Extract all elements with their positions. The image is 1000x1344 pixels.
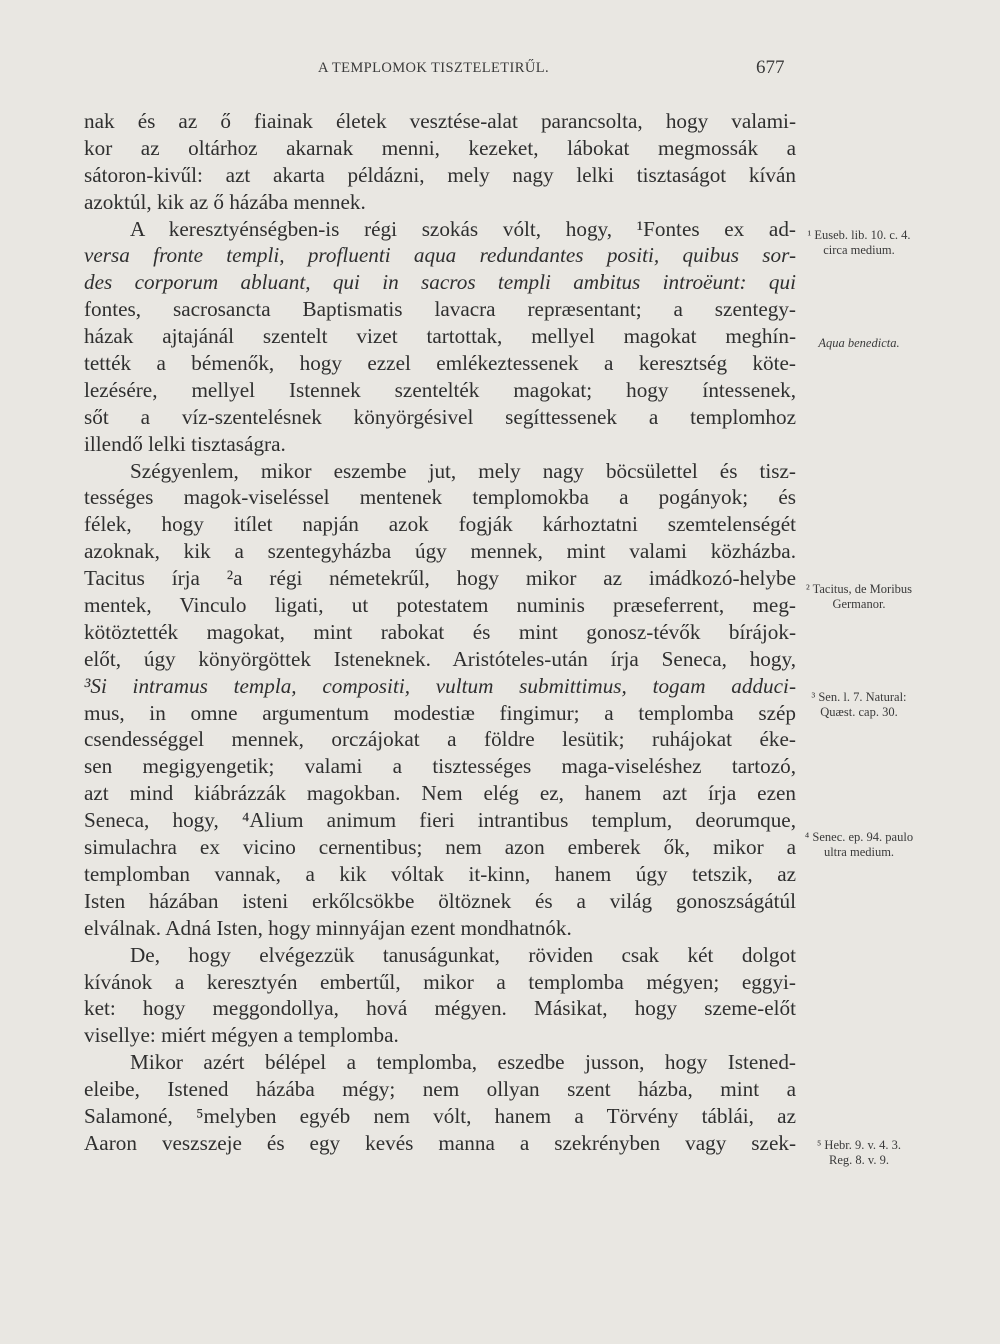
text-line: azoktúl, kik az ő házába mennek. [84, 189, 366, 214]
text-line: kívánok a keresztyén embertűl, mikor a templomba mégyen; eggyi- [84, 969, 796, 994]
text-line: Szégyenlem, mikor eszembe jut, mely nagy böcsülettel és tisz- [130, 458, 796, 483]
text-line: fontes, sacrosancta Baptismatis lavacra repræsentant; a szentegy- [84, 297, 796, 322]
margin-note-1: ¹ Euseb. lib. 10. c. 4. circa medium. [807, 228, 911, 257]
text-line: Mikor azért bélépel a templomba, eszedbe jusson, hogy Istened- [130, 1050, 796, 1075]
text-line: mus, in omne argumentum modestiæ fingimur; a templomba szép [84, 700, 796, 725]
text-line: visellye: miért mégyen a templomba. [84, 1023, 399, 1048]
text-line: simulachra ex vicino cernentibus; nem azon emberek ők, mikor a [84, 835, 796, 860]
text-line: templomban vannak, a kik vóltak it-kinn, hanem úgy tetszik, az [84, 861, 796, 886]
margin-note-4: ⁴ Senec. ep. 94. paulo ultra medium. [804, 830, 914, 859]
text-line: illendő lelki tisztaságra. [84, 431, 286, 456]
page-number: 677 [756, 57, 785, 78]
text-line: kötöztették magokat, mint rabokat és mint gonosz-tévők bírájok- [84, 619, 796, 644]
text-line: Tacitus írja ²a régi németekrűl, hogy mikor az imádkozó-helybe [84, 566, 796, 591]
margin-note-3: ³ Sen. l. 7. Natural: Quæst. cap. 30. [811, 690, 907, 719]
text-line: De, hogy elvégezzük tanuságunkat, röviden csak két dolgot [130, 942, 796, 967]
body-text [84, 108, 796, 1157]
text-line: félek, hogy itílet napján azok fogják kárhoztatni szemtelenségét [84, 512, 796, 537]
text-line: Salamoné, ⁵melyben egyéb nem vólt, hanem a Törvény táblái, az [84, 1103, 796, 1128]
text-line: házak ajtajánál szentelt vizet tartottak, mellyel magokat meghín- [84, 324, 796, 349]
text-line: előt, úgy könyörgöttek Isteneknek. Aristóteles-után írja Seneca, hogy, [84, 646, 796, 671]
margin-note-2: ² Tacitus, de Moribus Germanor. [805, 582, 913, 611]
text-line: A keresztyénségben-is régi szokás vólt, hogy, ¹Fontes ex ad- [130, 216, 796, 241]
text-line: Isten házában isteni erkőlcsökbe öltöznek és a világ gonoszságátúl [84, 888, 796, 913]
text-line: mentek, Vinculo ligati, ut potestatem numinis præseferrent, meg- [84, 593, 796, 618]
text-line: Seneca, hogy, ⁴Alium animum fieri intrantibus templum, deorumque, [84, 808, 796, 833]
text-line: tességes magok-viseléssel mentenek templomokba a pogányok; és [84, 485, 796, 510]
text-line: des corporum abluant, qui in sacros templi ambitus introëunt: qui [84, 270, 796, 295]
text-line: csendességgel mennek, orczájokat a földre lesütik; ruhájokat éke- [84, 727, 796, 752]
text-line: tették a bémenők, hogy ezzel emlékeztessenek a keresztség köte- [84, 351, 796, 376]
text-line: elválnak. Adná Isten, hogy minnyájan ezent mondhatnók. [84, 915, 572, 940]
text-line: azt mind kiábrázzák magokban. Nem elég ez, hanem azt írja ezen [84, 781, 796, 806]
text-line: lezésére, mellyel Istennek szentelték magokat; hogy íntessenek, [84, 377, 796, 402]
text-line: eleibe, Istened házába mégy; nem ollyan szent házba, mint a [84, 1077, 796, 1102]
text-line: versa fronte templi, profluenti aqua redundantes positi, quibus sor- [84, 243, 796, 268]
text-line: Aaron veszszeje és egy kevés manna a szekrényben vagy szek- [84, 1130, 796, 1155]
text-line: sőt a víz-szentelésnek könyörgésivel segíttessenek a templomhoz [84, 404, 796, 429]
text-line: nak és az ő fiainak életek vesztése-alat parancsolta, hogy valami- [84, 109, 796, 133]
text-line: ket: hogy meggondollya, hová mégyen. Másikat, hogy szeme-előt [84, 996, 796, 1021]
text-line: azoknak, kik a szentegyházba úgy mennek, mint valami közházba. [84, 539, 796, 564]
running-header-title: A TEMPLOMOK TISZTELETIRŰL. [318, 60, 549, 76]
text-line: sen megigyengetik; valami a tisztességes maga-viseléshez tartozó, [84, 754, 796, 779]
text-line: kor az oltárhoz akarnak menni, kezeket, lábokat megmossák a [84, 135, 796, 160]
text-line: ³Si intramus templa, compositi, vultum submittimus, togam adduci- [84, 673, 796, 698]
text-line: sátoron-kivűl: azt akarta példázni, mely nagy lelki tisztaságot kíván [84, 162, 796, 187]
margin-note-5: ⁵ Hebr. 9. v. 4. 3. Reg. 8. v. 9. [816, 1138, 902, 1167]
margin-note-aqua-benedicta: Aqua benedicta. [818, 336, 900, 350]
